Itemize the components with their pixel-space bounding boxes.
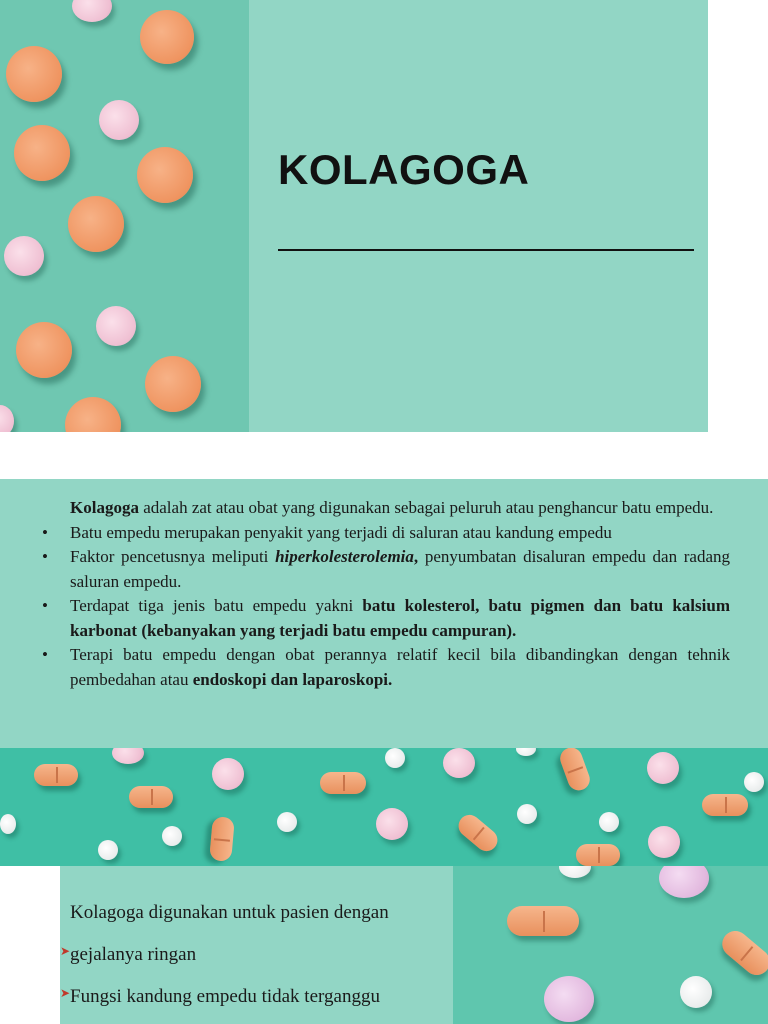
bullet-text: Faktor pencetusnya meliputi — [70, 547, 276, 566]
intro-text: adalah zat atau obat yang digunakan sebagai peluruh atau penghancur batu empedu. — [138, 498, 714, 517]
pink-pill — [4, 236, 44, 276]
pink-pill — [376, 808, 408, 840]
pink-pill — [112, 748, 144, 764]
bullet-item — [42, 545, 730, 594]
bullet-text: Terapi batu empedu dengan obat perannya relatif kecil bila dibandingkan dengan tehnik pembedahan atau — [70, 645, 730, 689]
pills-banner — [0, 748, 768, 866]
orange-pill — [137, 147, 193, 203]
caplet-pill — [209, 816, 235, 862]
caplet-pill — [717, 926, 768, 981]
bullet-icon: • — [42, 596, 48, 615]
usage-line — [60, 986, 389, 1010]
term-hiperkolesterolemia: hiperkolesterolemia — [275, 547, 414, 566]
caplet-pill — [507, 906, 579, 936]
pink-pill — [647, 752, 679, 784]
bullet-icon: • — [42, 547, 48, 566]
title-slide — [0, 0, 708, 432]
intro-paragraph — [70, 496, 730, 521]
caplet-pill — [454, 810, 502, 855]
white-pill — [0, 814, 16, 834]
orange-pill — [145, 356, 201, 412]
white-pill — [516, 748, 536, 756]
definition-text — [42, 496, 730, 692]
arrow-bullet-icon: ➤ — [60, 986, 71, 1000]
caplet-pill — [34, 764, 78, 786]
purple-pill — [544, 976, 594, 1022]
bullet-item — [42, 521, 730, 546]
usage-intro: Kolagoga digunakan untuk pasien dengan — [70, 902, 389, 923]
pills-photo — [453, 866, 768, 1024]
usage-line — [60, 944, 389, 968]
caplet-pill — [320, 772, 366, 794]
white-pill — [277, 812, 297, 832]
procedures: endoskopi dan laparoskopi. — [192, 669, 393, 689]
bullet-icon: • — [42, 522, 48, 542]
bullet-item — [42, 594, 730, 643]
white-pill — [744, 772, 764, 792]
bullet-list — [42, 521, 730, 693]
white-pill — [162, 826, 182, 846]
orange-pill — [16, 322, 72, 378]
caplet-pill — [129, 786, 173, 808]
usage-slide — [60, 866, 768, 1024]
pink-pill — [99, 100, 139, 140]
white-pill — [599, 812, 619, 832]
orange-pill — [65, 397, 121, 432]
pink-pill — [648, 826, 680, 858]
stone-types: batu kolesterol, batu pigmen dan batu kalsium karbonat (kebanyakan yang terjadi batu empedu campuran). — [70, 596, 730, 640]
pink-pill — [72, 0, 112, 22]
title-underline — [278, 249, 694, 251]
arrow-bullet-icon: ➤ — [60, 944, 71, 958]
term-kolagoga: Kolagoga — [70, 498, 139, 517]
bullet-text: penyumbatan disaluran empedu dan radang saluran empedu. — [70, 547, 730, 591]
orange-pill — [140, 10, 194, 64]
white-pill — [385, 748, 405, 768]
usage-line — [70, 902, 389, 926]
orange-pill — [68, 196, 124, 252]
pills-photo — [0, 0, 249, 432]
pink-pill — [443, 748, 475, 778]
pink-pill — [0, 405, 14, 432]
white-pill — [98, 840, 118, 860]
caplet-pill — [557, 748, 593, 793]
caplet-pill — [702, 794, 748, 816]
usage-criterion: Fungsi kandung empedu tidak terganggu — [70, 986, 380, 1007]
white-pill — [517, 804, 537, 824]
pink-pill — [96, 306, 136, 346]
bullet-text: Terdapat tiga jenis batu empedu yakni — [70, 596, 363, 615]
orange-pill — [14, 125, 70, 181]
white-pill — [559, 866, 591, 878]
usage-criterion: gejalanya ringan — [70, 944, 197, 965]
bullet-text: Batu empedu merupakan penyakit yang terjadi di saluran atau kandung empedu — [70, 522, 612, 542]
white-pill — [680, 976, 712, 1008]
usage-text — [60, 902, 389, 1024]
caplet-pill — [576, 844, 620, 866]
definition-slide — [0, 479, 768, 748]
bullet-item — [42, 643, 730, 692]
orange-pill — [6, 46, 62, 102]
purple-pill — [659, 866, 709, 898]
bullet-icon: • — [42, 645, 48, 664]
pink-pill — [212, 758, 244, 790]
slide-title: KOLAGOGA — [278, 146, 530, 193]
comma: , — [413, 547, 419, 566]
